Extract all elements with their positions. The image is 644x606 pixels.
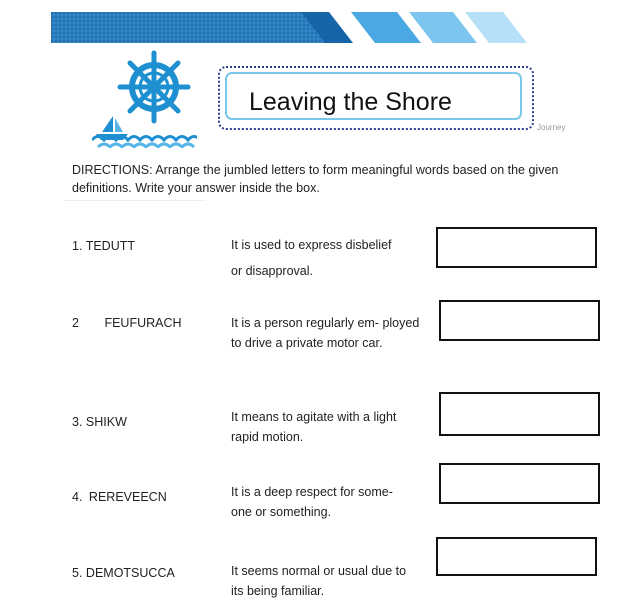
section-tag: Journey	[537, 123, 566, 132]
definition-2	[231, 313, 441, 353]
jumbled-word-5	[72, 566, 175, 580]
definition-line: It means to agitate with a light	[231, 410, 397, 424]
item-number: 3.	[72, 415, 83, 429]
column-divider	[64, 200, 206, 201]
item-number: 1.	[72, 239, 83, 253]
answer-box-3[interactable]	[439, 392, 600, 436]
directions-text: DIRECTIONS: Arrange the jumbled letters to form meaningful words based on the given definitions. Write your answer inside the box.	[72, 163, 559, 195]
jumbled-letters: DEMOTSUCCA	[85, 566, 175, 580]
answer-box-5[interactable]	[436, 537, 597, 576]
definition-line: It is a person regularly em- ployed	[231, 316, 420, 330]
definition-3	[231, 407, 431, 447]
definition-5	[231, 561, 431, 601]
definition-line: It seems normal or usual due to	[231, 564, 407, 578]
item-number: 2	[72, 316, 79, 330]
definition-line: its being familiar.	[231, 584, 325, 598]
jumbled-letters: REREVEECN	[88, 490, 167, 504]
title-box	[225, 72, 522, 120]
definition-line: It is used to express disbelief	[231, 238, 392, 252]
waves-icon	[92, 137, 197, 148]
definition-line: one or something.	[231, 505, 332, 519]
definition-line: rapid motion.	[231, 430, 304, 444]
answer-box-1[interactable]	[436, 227, 597, 268]
banner-stripes	[51, 12, 531, 43]
page-title: Leaving the Shore	[249, 88, 452, 116]
jumbled-word-2	[72, 316, 182, 330]
ship-wheel-icon	[92, 48, 197, 148]
logo	[92, 48, 197, 148]
jumbled-letters: TEDUTT	[85, 239, 135, 253]
definition-line: It is a deep respect for some-	[231, 485, 393, 499]
item-number: 5.	[72, 566, 83, 580]
answer-box-4[interactable]	[439, 463, 600, 504]
jumbled-word-3	[72, 415, 127, 429]
answer-box-2[interactable]	[439, 300, 600, 341]
header-banner	[51, 12, 531, 43]
jumbled-word-4	[72, 490, 167, 504]
item-number: 4.	[72, 490, 83, 504]
jumbled-word-1	[72, 239, 135, 253]
definition-4	[231, 482, 431, 522]
definition-line: to drive a private motor car.	[231, 336, 383, 350]
jumbled-letters: FEUFURACH	[104, 316, 182, 330]
definition-line: or disapproval.	[231, 264, 313, 278]
jumbled-letters: SHIKW	[85, 415, 127, 429]
definition-1	[231, 235, 431, 281]
